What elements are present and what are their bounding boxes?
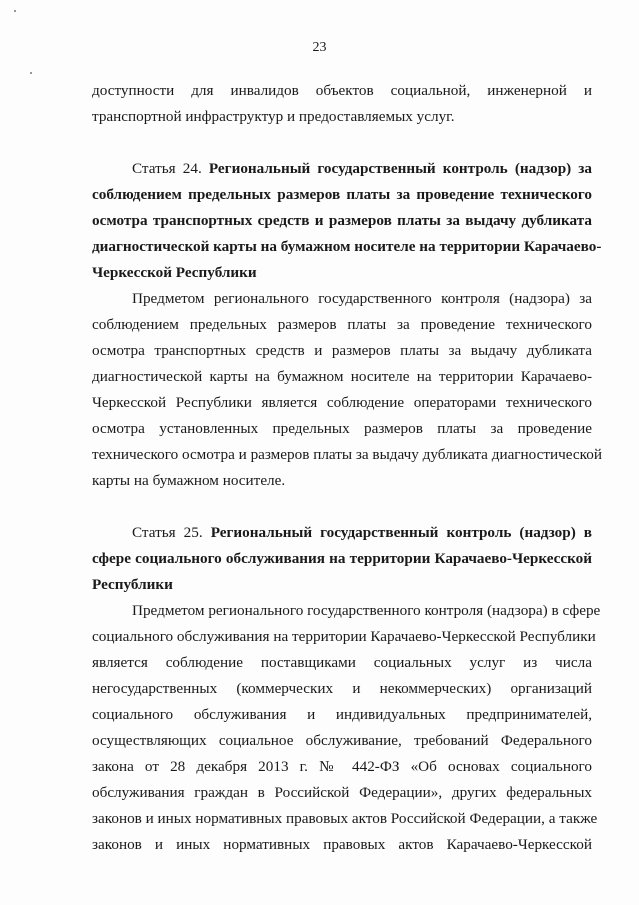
- article-24-body: [92, 286, 602, 494]
- text-line: соблюдением предельных размеров платы за проведение технического: [92, 316, 592, 333]
- heading-line: Черкесской Республики: [92, 264, 257, 281]
- scan-speck: [14, 10, 16, 12]
- document-body: [92, 78, 602, 858]
- text-line: осмотра установленных предельных размеров платы за проведение: [92, 420, 592, 437]
- heading-line: диагностической карты на бумажном носителе на территории Карачаево-: [92, 238, 602, 255]
- article-25-heading: [92, 520, 592, 598]
- heading-text: Региональный государственный контроль (надзор) в: [210, 524, 593, 541]
- text-line: Предметом регионального государственного контроля (надзора) в сфере: [132, 602, 601, 619]
- scan-speck: [30, 72, 32, 74]
- text-line: технического осмотра и размеров платы за выдачу дубликата диагностической: [92, 446, 602, 463]
- heading-line: [92, 156, 592, 182]
- text-line: транспортной инфраструктур и предоставляемых услуг.: [92, 108, 455, 125]
- text-line: негосударственных (коммерческих и некоммерческих) организаций: [92, 680, 592, 697]
- heading-line: [92, 520, 592, 546]
- page-number: 23: [312, 40, 327, 55]
- text-line: диагностической карты на бумажном носителе на территории Карачаево-: [92, 368, 592, 385]
- text-line: законов и иных нормативных правовых актов Карачаево-Черкесской: [92, 836, 592, 853]
- heading-line: Республики: [92, 576, 173, 593]
- heading-line: сфере социального обслуживания на территории Карачаево-Черкесской: [92, 550, 592, 567]
- heading-line: соблюдением предельных размеров платы за проведение технического: [92, 186, 592, 203]
- article-25-body: [92, 598, 601, 858]
- article-24-heading: [92, 156, 602, 286]
- article-25-number: Статья 25.: [132, 524, 203, 541]
- text-line: доступности для инвалидов объектов социальной, инженерной и: [92, 82, 592, 99]
- text-line: закона от 28 декабря 2013 г. № 442-ФЗ «Об основах социального: [92, 758, 592, 775]
- text-line: осуществляющих социальное обслуживание, требований Федерального: [92, 732, 592, 749]
- text-line: осмотра транспортных средств и размеров платы за выдачу дубликата: [92, 342, 592, 359]
- text-line: обслуживания граждан в Российской Федерации», других федеральных: [92, 784, 592, 801]
- text-line: законов и иных нормативных правовых актов Российской Федерации, а также: [92, 810, 598, 827]
- intro-paragraph: [92, 78, 592, 130]
- text-line: является соблюдение поставщиками социальных услуг из числа: [92, 654, 592, 671]
- article-24-number: Статья 24.: [132, 160, 202, 177]
- text-line: карты на бумажном носителе.: [92, 472, 286, 489]
- text-line: Черкесской Республики является соблюдение операторами технического: [92, 394, 592, 411]
- heading-text: Региональный государственный контроль (надзор) за: [208, 160, 593, 177]
- text-line: Предметом регионального государственного контроля (надзора) за: [132, 290, 592, 307]
- heading-line: осмотра транспортных средств и размеров платы за выдачу дубликата: [92, 212, 592, 229]
- text-line: социального обслуживания на территории Карачаево-Черкесской Республики: [92, 628, 596, 645]
- text-line: социального обслуживания и индивидуальных предпринимателей,: [92, 706, 592, 723]
